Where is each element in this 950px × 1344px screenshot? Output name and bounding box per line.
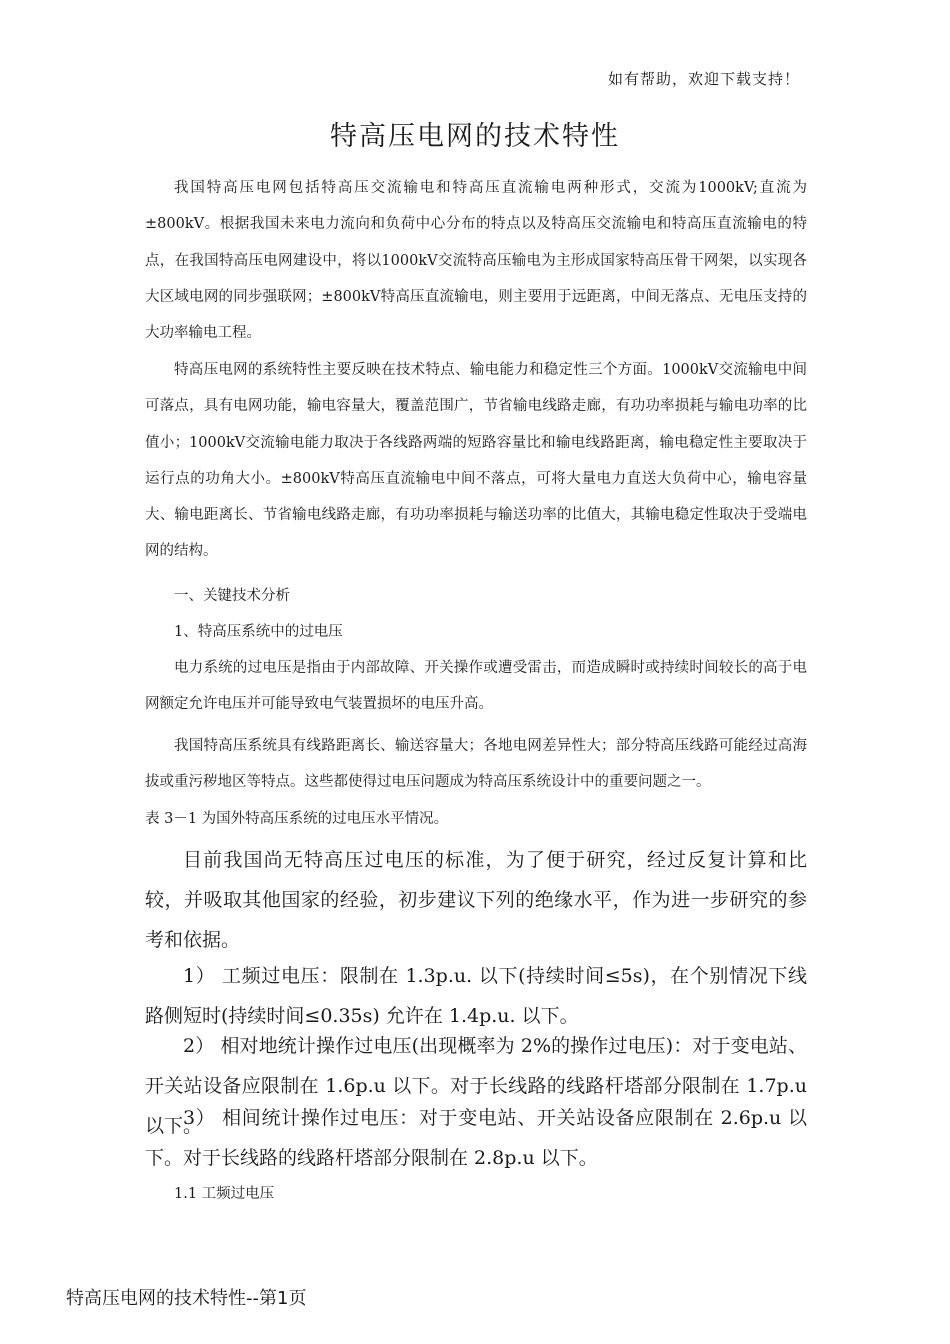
paragraph-system-features-main: 我国特高压系统具有线路距离长、输送容量大；各地电网差异性大；部分特高压线路可能经过高海拔或重污秽地区等特点。这些都使得过电压问题成为特高压系统设计中的重要问题之一。 (145, 738, 807, 791)
list-item-phase-to-phase: 3） 相间统计操作过电压：对于变电站、开关站设备应限制在 2.6p.u 以下。对于长线路的线路杆塔部分限制在 2.8p.u 以下。 (145, 1107, 807, 1169)
paragraph-standard-proposal: 目前我国尚无特高压过电压的标准，为了便于研究，经过反复计算和比较，并吸取其他国家的经验，初步建议下列的绝缘水平，作为进一步研究的参考和依据。 (145, 849, 807, 951)
list-item-power-frequency: 1） 工频过电压：限制在 1.3p.u. 以下(持续时间≤5s)，在个别情况下线路侧短时(持续时间≤0.35s) 允许在 1.4p.u. 以下。 (145, 965, 807, 1027)
page-footer: 特高压电网的技术特性--第1页 (66, 1288, 307, 1309)
section-heading-key-tech: 一、关键技术分析 (174, 588, 290, 604)
header-note: 如有帮助，欢迎下载支持！ (607, 70, 800, 88)
paragraph-system-characteristics: 特高压电网的系统特性主要反映在技术特点、输电能力和稳定性三个方面。1000kV交流输电中间可落点，具有电网功能，输电容量大，覆盖范围广，节省输电线路走廊，有功功率损耗与输电功率的比值小；1000kV交流输电能力取决于各线路两端的短路容量比和输电线路距离，输电稳定性主要取决于运行点的功角大小。±800kV特高压直流输电中间不落点，可将大量电力直送大负荷中心，输电容量大、输电距离长、节省输电线路走廊，有功功率损耗与输送功率的比值大，其输电稳定性取决于受端电网的结构。 (145, 362, 807, 560)
subsection-heading-overvoltage: 1、特高压系统中的过电压 (174, 624, 343, 640)
paragraph-intro: 我国特高压电网包括特高压交流输电和特高压直流输电两种形式，交流为1000kV;直流为±800kV。根据我国未来电力流向和负荷中心分布的特点以及特高压交流输电和特高压直流输电的特点，在我国特高压电网建设中，将以1000kV交流特高压输电为主形成国家特高压骨干网架，以实现各大区域电网的同步强联网；±800kV特高压直流输电，则主要用于远距离，中间无落点、无电压支持的大功率输电工程。 (145, 180, 807, 342)
paragraph-table-reference: 表 3－1 为国外特高压系统的过电压水平情况。 (145, 810, 449, 827)
page-title: 特高压电网的技术特性 (330, 121, 620, 152)
subsection-heading-power-frequency: 1.1 工频过电压 (174, 1186, 275, 1202)
list-item-phase-to-ground: 2） 相对地统计操作过电压(出现概率为 2%的操作过电压)：对于变电站、开关站设备应限制在 1.6p.u 以下。对于长线路的线路杆塔部分限制在 1.7p.u 以下。 (145, 1035, 807, 1137)
paragraph-system-features (145, 728, 807, 837)
paragraph-overvoltage-definition: 电力系统的过电压是指由于内部故障、开关操作或遭受雷击，而造成瞬时或持续时间较长的高于电网额定允许电压并可能导致电气装置损坏的电压升高。 (145, 660, 807, 713)
